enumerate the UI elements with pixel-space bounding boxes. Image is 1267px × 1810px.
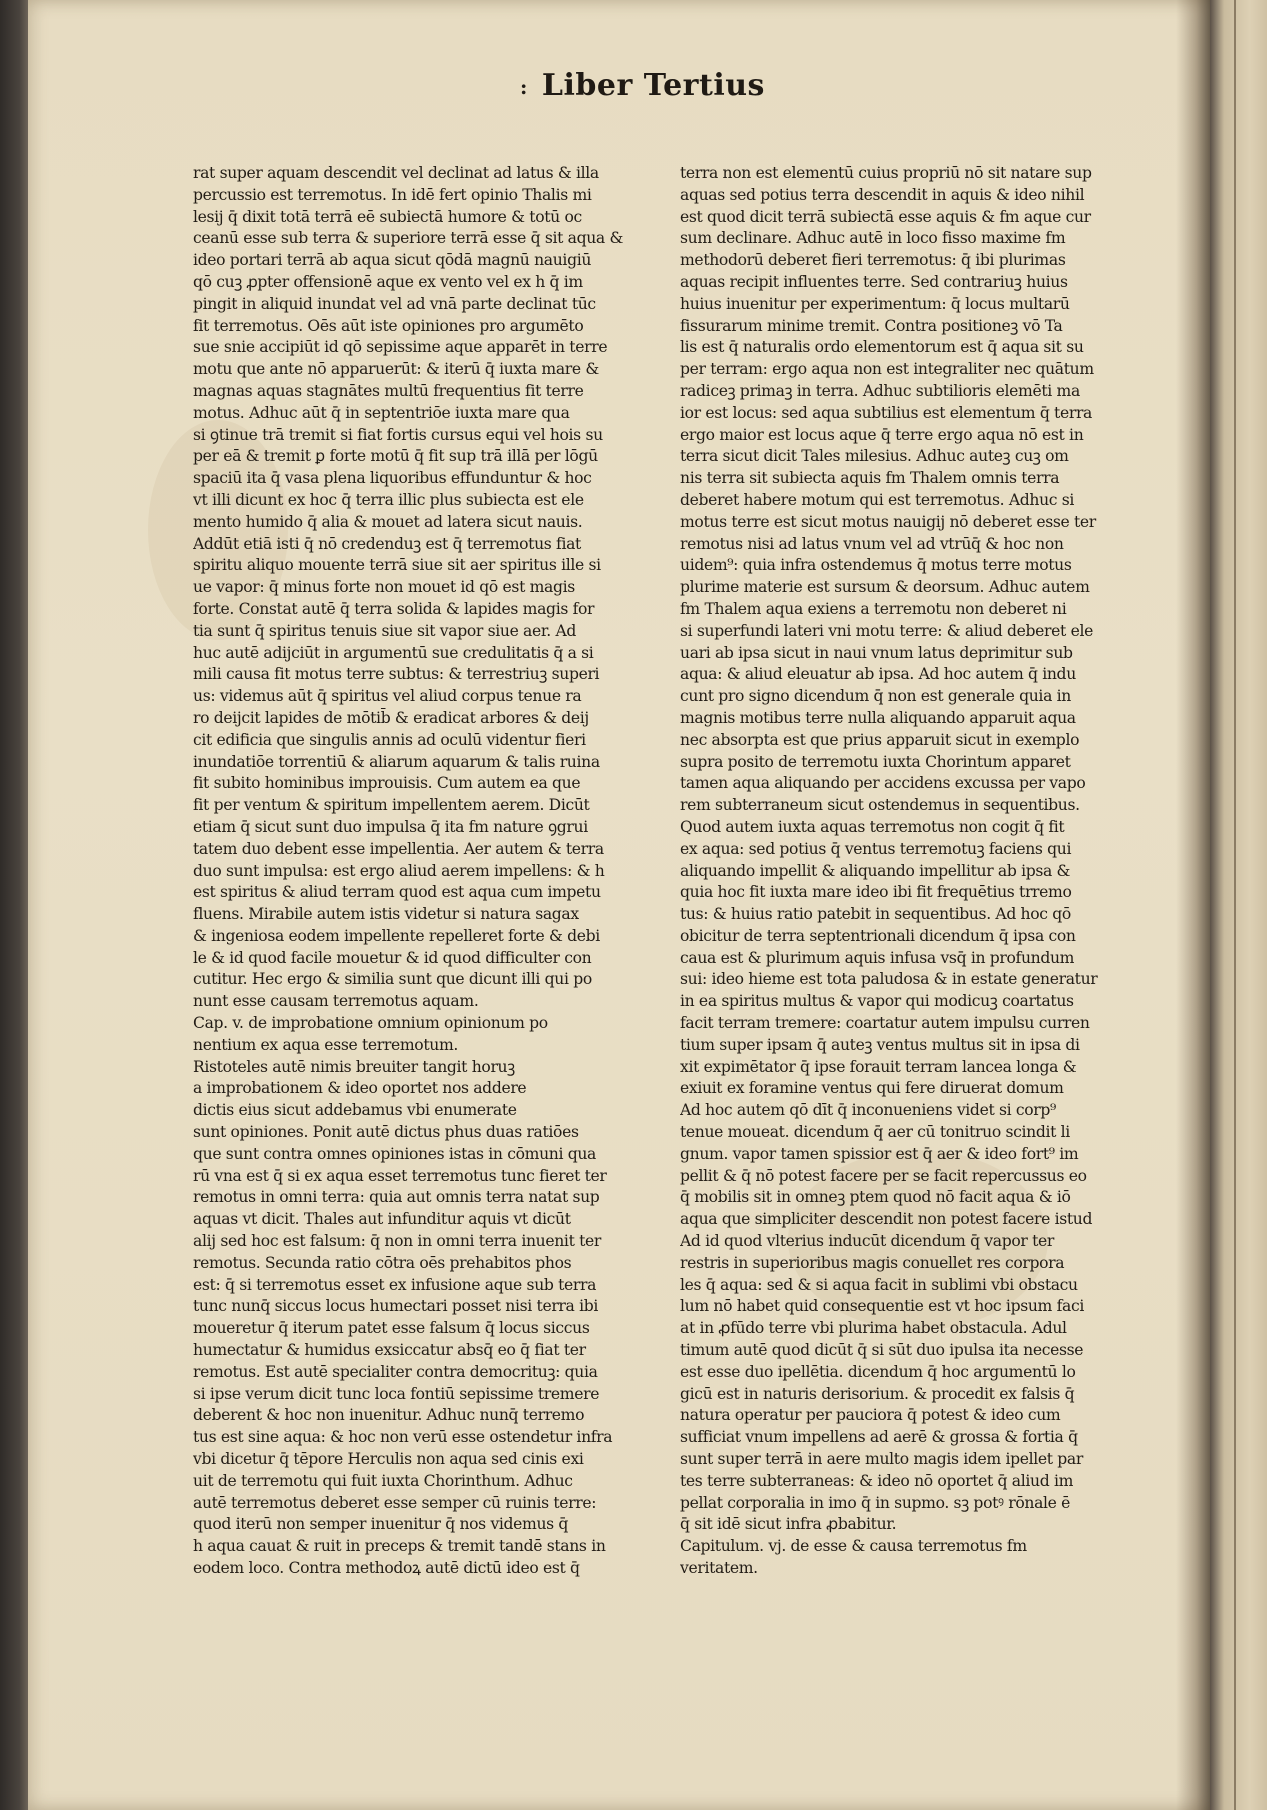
text-line: pellat corporalia in imo q̄ in supmo. sꝫ potꝰ rōnale ē (680, 1493, 1071, 1512)
text-line: est esse duo ipellētia. dicendum q̄ hoc argumentū lo (680, 1362, 1076, 1381)
text-line: fissurarum minime tremit. Contra positioneꝫ vō Ta (680, 316, 1063, 335)
text-line: motus. Adhuc aūt q̄ in septentriōe iuxta mare qua (193, 403, 570, 422)
text-line: pingit in aliquid inundat vel ad vnā parte declinat tūc (193, 294, 596, 313)
page-gutter-shadow (1176, 0, 1210, 1810)
text-line: lum nō habet quid consequentie est vt hoc ipsum faci (680, 1297, 1084, 1316)
running-head-title: Liber Tertius (541, 68, 765, 103)
text-line: per eā & tremit ꝑ forte motū q̄ fit sup trā illā per lōgū (193, 447, 598, 466)
text-line: alij sed hoc est falsum: q̄ non in omni terra inuenit ter (193, 1232, 601, 1251)
text-line: remotus. Secunda ratio cōtra oēs prehabitos phos (193, 1253, 572, 1272)
text-line: tamen aqua aliquando per accidens excussa per vapo (680, 774, 1086, 793)
text-line: deberet habere motum qui est terremotus. Adhuc si (680, 490, 1075, 509)
text-line: nis terra sit subiecta aquis fm Thalem omnis terra (680, 469, 1060, 488)
text-line: sunt opiniones. Ponit autē dictus phus duas ratiōes (193, 1123, 579, 1142)
text-line: ro deijcit lapides de mōtib̄ & eradicat arbores & deij (193, 708, 589, 727)
text-line: tia sunt q̄ spiritus tenuis siue sit vapor siue aer. Ad (193, 621, 577, 640)
text-line: rū vna est q̄ si ex aqua esset terremotus tunc fieret ter (193, 1166, 607, 1185)
text-line: remotus in omni terra: quia aut omnis terra natat sup (193, 1188, 600, 1207)
text-line: nec absorpta est que prius apparuit sicut in exemplo (680, 730, 1080, 749)
text-line: autē terremotus deberet esse semper cū ruinis terre: (193, 1493, 597, 1512)
text-line: spaciū ita q̄ vasa plena liquoribus effunduntur & hoc (193, 469, 592, 488)
text-line: inundatiōe torrentiū & aliarum aquarum & talis ruina (193, 752, 600, 771)
scan-background-left (0, 0, 28, 1810)
text-line: fit per ventum & spiritum impellentem aerem. Dicūt (193, 796, 590, 815)
text-line: tenue moueat. dicendum q̄ aer cū tonitruo scindit li (680, 1123, 1070, 1142)
text-line: & ingeniosa eodem impellente repelleret forte & debi (193, 926, 600, 945)
text-line: Capitulum. vj. de esse & causa terremotus fm (680, 1537, 1027, 1556)
text-line: mento humido q̄ alia & mouet ad latera sicut nauis. (193, 512, 583, 531)
text-line: sue snie accipiūt id qō sepissime aque apparēt in terre (193, 338, 608, 357)
text-line: Addūt etiā isti q̄ nō credenduꝫ est q̄ terremotus fiat (193, 534, 581, 553)
text-line: caua est & plurimum aquis infusa vsq̄ in profundum (680, 948, 1075, 967)
text-line: est spiritus & aliud terram quod est aqua cum impetu (193, 883, 601, 902)
text-line: Quod autem iuxta aquas terremotus non cogit q̄ fit (680, 817, 1065, 836)
text-line: methodorū deberet fieri terremotus: q̄ ibi plurimas (680, 251, 1066, 270)
text-line: forte. Constat autē q̄ terra solida & lapides magis for (193, 599, 595, 618)
text-line: est: q̄ si terremotus esset ex infusione aque sub terra (193, 1275, 597, 1294)
text-line: magnis motibus terre nulla aliquando apparuit aqua (680, 708, 1076, 727)
text-line: magnas aquas stagnātes multū frequentius fit terre (193, 381, 584, 400)
text-line: ex aqua: sed potius q̄ ventus terremotuꝫ faciens qui (680, 839, 1072, 858)
text-line: tes terre subterraneas: & ideo nō oportet q̄ aliud im (680, 1471, 1074, 1490)
text-line: lesij q̄ dixit totā terrā eē subiectā humore & totū oc (193, 207, 582, 226)
text-line: le & id quod facile mouetur & id quod difficulter con (193, 948, 592, 967)
text-line: aquas recipit influentes terre. Sed contrariuꝫ huius (680, 272, 1068, 291)
text-line: restris in superioribus magis conuellet res corpora (680, 1253, 1065, 1272)
right-text-column (680, 163, 1135, 1580)
text-line: quia hoc fit iuxta mare ideo ibi fit frequētius trremo (680, 883, 1072, 902)
text-line: tus: & huius ratio patebit in sequentibus. Ad hoc qō (680, 905, 1071, 924)
text-line: aliquando impellit & aliquando impellitur ab ipsa & (680, 861, 1071, 880)
running-head (520, 68, 765, 103)
text-line: uidem⁹: quia infra ostendemus q̄ motus terre motus (680, 556, 1072, 575)
text-line: aqua que simpliciter descendit non potest facere istud (680, 1210, 1093, 1229)
text-line: fit terremotus. Oēs aūt iste opiniones pro argumēto (193, 316, 584, 335)
text-line: ior est locus: sed aqua subtilius est elementum q̄ terra (680, 403, 1093, 422)
text-line: humectatur & humidus exsiccatur absq̄ eo q̄ fiat ter (193, 1341, 586, 1360)
text-line: percussio est terremotus. In idē fert opinio Thalis mi (193, 185, 592, 204)
text-line: mili causa fit motus terre subtus: & terrestriuꝫ superi (193, 665, 600, 684)
left-text-column (193, 163, 648, 1580)
text-line: gicū est in naturis derisorium. & procedit ex falsis q̄ (680, 1384, 1075, 1403)
text-line: timum autē quod dicūt q̄ si sūt duo ipulsa ita necesse (680, 1341, 1084, 1360)
text-line: exiuit ex foramine ventus qui fere diruerat domum (680, 1079, 1064, 1098)
text-line: natura operatur per pauciora q̄ potest & ideo cum (680, 1406, 1061, 1425)
text-line: etiam q̄ sicut sunt duo impulsa q̄ ita fm nature ꝯgrui (193, 817, 588, 836)
text-line: qō cuꝫ ꝓpter offensionē aque ex vento vel ex h q̄ im (193, 272, 583, 291)
text-line: facit terram tremere: coartatur autem impulsu curren (680, 1014, 1090, 1033)
text-line: sui: ideo hieme est tota paludosa & in estate generatur (680, 970, 1098, 989)
text-line: cunt pro signo dicendum q̄ non est generale quia in (680, 687, 1071, 706)
text-line: lis est q̄ naturalis ordo elementorum est q̄ aqua sit su (680, 338, 1084, 357)
text-line: tatem duo debent esse impellentia. Aer autem & terra (193, 839, 604, 858)
text-line: si ipse verum dicit tunc loca fontiū sepissime tremere (193, 1384, 600, 1403)
text-line: ceanū esse sub terra & superiore terrā esse q̄ sit aqua & (193, 229, 624, 248)
text-line: sum declinare. Adhuc autē in loco fisso maxime fm (680, 229, 1066, 248)
text-line: vt illi dicunt ex hoc q̄ terra illic plus subiecta est ele (193, 490, 584, 509)
text-line: at in ꝓfūdo terre vbi plurima habet obstacula. Adul (680, 1319, 1067, 1338)
text-line: eodem loco. Contra methodoꝝ autē dictū ideo est q̄ (193, 1559, 580, 1577)
text-line: supra posito de terremotu iuxta Chorintum apparet (680, 752, 1071, 771)
text-line: obicitur de terra septentrionali dicendum q̄ ipsa con (680, 926, 1076, 945)
text-line: radiceꝫ primaꝫ in terra. Adhuc subtilioris elemēti ma (680, 381, 1080, 400)
text-line: aquas vt dicit. Thales aut infunditur aquis vt dicūt (193, 1210, 571, 1229)
text-line: cutitur. Hec ergo & similia sunt que dicunt illi qui po (193, 970, 592, 989)
text-line: uit de terremotu qui fuit iuxta Chorinthum. Adhuc (193, 1471, 573, 1490)
text-line: motu que ante nō apparuerūt: & iterū q̄ iuxta mare & (193, 360, 599, 379)
text-line: huius inuenitur per experimentum: q̄ locus multarū (680, 294, 1070, 313)
text-line: si superfundi lateri vni motu terre: & aliud deberet ele (680, 621, 1093, 640)
text-line: ergo maior est locus aque q̄ terre ergo aqua nō est in (680, 425, 1084, 444)
text-line: que sunt contra omnes opiniones istas in cōmuni qua (193, 1144, 596, 1163)
text-line: terra non est elementū cuius propriū nō sit natare sup (680, 164, 1092, 182)
text-line: plurime materie est sursum & deorsum. Adhuc autem (680, 578, 1090, 597)
running-head-mark: : (520, 75, 528, 99)
text-line: terra sicut dicit Tales milesius. Adhuc auteꝫ cuꝫ om (680, 447, 1069, 466)
text-line: ideo portari terrā ab aqua sicut qōdā magnū nauigiū (193, 251, 592, 270)
text-line: gnum. vapor tamen spissior est q̄ aer & ideo fort⁹ im (680, 1144, 1079, 1163)
text-line: moueretur q̄ iterum patet esse falsum q̄ locus siccus (193, 1319, 590, 1338)
text-line: deberent & hoc non inuenitur. Adhuc nunq̄ terremo (193, 1406, 585, 1425)
text-line: Cap. v. de improbatione omnium opinionum po (193, 1014, 548, 1033)
text-line: si ꝯtinue trā tremit si fiat fortis cursus equi vel hois su (193, 425, 603, 444)
text-line: rat super aquam descendit vel declinat ad latus & illa (193, 164, 599, 182)
text-line: quod iterū non semper inuenitur q̄ nos videmus q̄ (193, 1515, 569, 1534)
text-line: aquas sed potius terra descendit in aquis & ideo nihil (680, 185, 1085, 204)
text-line: remotus nisi ad latus vnum vel ad vtrūq̄ & hoc non (680, 534, 1064, 553)
text-line: per terram: ergo aqua non est integraliter nec quātum (680, 360, 1094, 379)
text-line: rem subterraneum sicut ostendemus in sequentibus. (680, 796, 1080, 815)
text-line: huc autē adijciūt in argumentū sue credulitatis q̄ a si (193, 643, 594, 662)
text-line: duo sunt impulsa: est ergo aliud aerem impellens: & h (193, 861, 605, 880)
text-line: h aqua cauat & ruit in preceps & tremit tandē stans in (193, 1537, 606, 1556)
text-line: us: videmus aūt q̄ spiritus vel aliud corpus tenue ra (193, 687, 582, 706)
text-line: fit subito hominibus improuisis. Cum autem ea que (193, 774, 581, 793)
text-line: nentium ex aqua esse terremotum. (193, 1035, 458, 1054)
text-line: Ad hoc autem qō dīt q̄ inconueniens videt si corp⁹ (680, 1101, 1056, 1120)
text-line: est quod dicit terrā subiectā esse aquis & fm aque cur (680, 207, 1091, 226)
text-line: nunt esse causam terremotus aquam. (193, 992, 479, 1011)
text-line: remotus. Est autē specialiter contra democrituꝫ: quia (193, 1362, 598, 1381)
text-line: fluens. Mirabile autem istis videtur si natura sagax (193, 905, 579, 924)
text-line: tus est sine aqua: & hoc non verū esse ostendetur infra (193, 1428, 613, 1447)
text-line: in ea spiritus multus & vapor qui modicuꝫ coartatus (680, 992, 1074, 1011)
text-line: spiritu aliquo mouente terrā siue sit aer spiritus ille si (193, 556, 601, 575)
text-line: dictis eius sicut addebamus vbi enumerate (193, 1101, 517, 1120)
text-line: motus terre est sicut motus nauigij nō deberet esse ter (680, 512, 1096, 531)
text-line: xit expimētator q̄ ipse forauit terram lancea longa & (680, 1057, 1077, 1076)
text-line: les q̄ aqua: sed & si aqua facit in sublimi vbi obstacu (680, 1275, 1078, 1294)
text-line: tium super ipsam q̄ auteꝫ ventus multus sit in ipsa di (680, 1035, 1080, 1054)
text-line: sunt super terrā in aere multo magis idem ipellet par (680, 1450, 1083, 1469)
text-line: veritatem. (680, 1559, 758, 1577)
adjacent-page-edge (1210, 0, 1267, 1810)
text-line: cit edificia que singulis annis ad oculū videntur fieri (193, 730, 586, 749)
text-line: pellit & q̄ nō potest facere per se facit repercussus eo (680, 1166, 1087, 1185)
text-line: sufficiat vnum impellens ad aerē & grossa & fortia q̄ (680, 1428, 1078, 1447)
text-line: uari ab ipsa sicut in naui vnum latus deprimitur sub (680, 643, 1073, 662)
text-line: q̄ mobilis sit in omneꝫ ptem quod nō facit aqua & iō (680, 1188, 1071, 1207)
text-line: tunc nunq̄ siccus locus humectari posset nisi terra ibi (193, 1297, 598, 1316)
text-line: q̄ sit idē sicut infra ꝓbabitur. (680, 1515, 897, 1534)
text-line: a improbationem & ideo oportet nos addere (193, 1079, 527, 1098)
text-line: ue vapor: q̄ minus forte non mouet id qō est magis (193, 578, 575, 597)
text-line: fm Thalem aqua exiens a terremotu non deberet ni (680, 599, 1067, 618)
text-line: vbi dicetur q̄ tēpore Herculis non aqua sed cinis exi (193, 1450, 584, 1469)
text-line: Ristoteles autē nimis breuiter tangit horuꝫ (193, 1057, 515, 1076)
text-line: Ad id quod vlterius inducūt dicendum q̄ vapor ter (680, 1232, 1054, 1251)
text-line: aqua: & aliud eleuatur ab ipsa. Ad hoc autem q̄ indu (680, 665, 1076, 684)
